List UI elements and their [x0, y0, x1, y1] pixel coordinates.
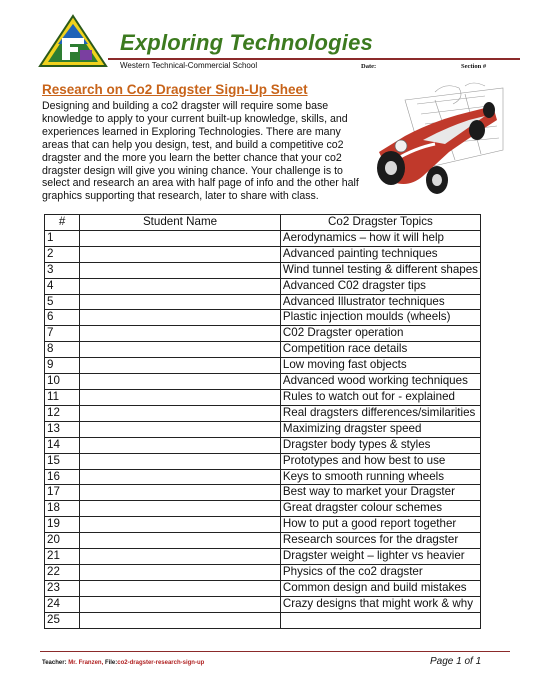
student-name-cell[interactable] — [80, 501, 281, 517]
student-name-cell[interactable] — [80, 342, 281, 358]
row-number: 24 — [45, 596, 80, 612]
student-name-cell[interactable] — [80, 596, 281, 612]
student-name-cell[interactable] — [80, 246, 281, 262]
topic-cell: Dragster weight – lighter vs heavier — [280, 549, 480, 565]
row-number: 15 — [45, 453, 80, 469]
table-row — [45, 612, 481, 628]
row-number: 8 — [45, 342, 80, 358]
file-label: File: — [104, 660, 118, 666]
column-header-number: # — [45, 215, 80, 231]
row-number: 23 — [45, 580, 80, 596]
teacher-name: Mr. Franzen, — [68, 660, 104, 666]
student-name-cell[interactable] — [80, 469, 281, 485]
row-number: 10 — [45, 374, 80, 390]
table-row — [45, 596, 481, 612]
topic-cell: Physics of the co2 dragster — [280, 564, 480, 580]
table-row — [45, 374, 481, 390]
student-name-cell[interactable] — [80, 310, 281, 326]
row-number: 14 — [45, 437, 80, 453]
student-name-cell[interactable] — [80, 374, 281, 390]
topic-cell: Dragster body types & styles — [280, 437, 480, 453]
topic-cell: Best way to market your Dragster — [280, 485, 480, 501]
row-number: 25 — [45, 612, 80, 628]
row-number: 7 — [45, 326, 80, 342]
exploring-technologies-logo-icon — [38, 14, 108, 68]
row-number: 16 — [45, 469, 80, 485]
row-number: 1 — [45, 230, 80, 246]
student-name-cell[interactable] — [80, 564, 281, 580]
table-row — [45, 262, 481, 278]
row-number: 21 — [45, 549, 80, 565]
topic-cell: Crazy designs that might work & why — [280, 596, 480, 612]
table-row — [45, 564, 481, 580]
topic-cell: Advanced painting techniques — [280, 246, 480, 262]
topic-cell: C02 Dragster operation — [280, 326, 480, 342]
topic-cell: How to put a good report together — [280, 517, 480, 533]
table-row — [45, 294, 481, 310]
table-row — [45, 326, 481, 342]
topic-cell: Plastic injection moulds (wheels) — [280, 310, 480, 326]
student-name-cell[interactable] — [80, 485, 281, 501]
table-row — [45, 389, 481, 405]
table-row — [45, 278, 481, 294]
table-row — [45, 501, 481, 517]
topic-cell: Advanced wood working techniques — [280, 374, 480, 390]
co2-dragster-car-illustration-icon — [365, 80, 505, 200]
student-name-cell[interactable] — [80, 230, 281, 246]
row-number: 4 — [45, 278, 80, 294]
row-number: 6 — [45, 310, 80, 326]
table-row — [45, 533, 481, 549]
table-row — [45, 549, 481, 565]
column-header-student-name: Student Name — [80, 215, 281, 231]
row-number: 2 — [45, 246, 80, 262]
row-number: 19 — [45, 517, 80, 533]
topic-cell: Prototypes and how best to use — [280, 453, 480, 469]
topic-cell: Maximizing dragster speed — [280, 421, 480, 437]
teacher-label: Teacher: — [42, 660, 67, 666]
student-name-cell[interactable] — [80, 405, 281, 421]
topic-cell: Rules to watch out for - explained — [280, 389, 480, 405]
table-row — [45, 342, 481, 358]
topic-cell: Competition race details — [280, 342, 480, 358]
student-name-cell[interactable] — [80, 278, 281, 294]
document-title: Research on Co2 Dragster Sign-Up Sheet — [42, 82, 308, 97]
student-name-cell[interactable] — [80, 294, 281, 310]
footer-rule — [40, 651, 510, 652]
student-name-cell[interactable] — [80, 549, 281, 565]
topic-cell: Keys to smooth running wheels — [280, 469, 480, 485]
footer-teacher-info — [42, 660, 204, 666]
row-number: 12 — [45, 405, 80, 421]
student-name-cell[interactable] — [80, 326, 281, 342]
date-label: Date: — [361, 63, 377, 70]
table-row — [45, 437, 481, 453]
table-row — [45, 230, 481, 246]
section-label: Section # — [461, 63, 487, 70]
row-number: 22 — [45, 564, 80, 580]
table-header-row — [45, 215, 481, 231]
row-number: 9 — [45, 358, 80, 374]
intro-paragraph: Designing and building a co2 dragster will require some base knowledge to apply to your current built-up knowledge, skills, and experiences learned in Exploring Technologies. There are many areas that can help you design, test, and build a competitive co2 dragster and the more you learn the better chance that your co2 dragster design will give you wining chance. Your challenge is to select and research an area with half page of info and the other half graphics supporting that research, later to share with class. — [42, 100, 359, 203]
table-row — [45, 453, 481, 469]
student-name-cell[interactable] — [80, 533, 281, 549]
table-row — [45, 485, 481, 501]
header-rule — [108, 58, 520, 60]
table-row — [45, 246, 481, 262]
student-name-cell[interactable] — [80, 453, 281, 469]
table-row — [45, 580, 481, 596]
table-row — [45, 310, 481, 326]
topic-cell: Common design and build mistakes — [280, 580, 480, 596]
topic-cell — [280, 612, 480, 628]
school-name: Western Technical-Commercial School — [120, 61, 258, 70]
student-name-cell[interactable] — [80, 612, 281, 628]
student-name-cell[interactable] — [80, 517, 281, 533]
table-row — [45, 517, 481, 533]
student-name-cell[interactable] — [80, 389, 281, 405]
student-name-cell[interactable] — [80, 358, 281, 374]
topic-cell: Research sources for the dragster — [280, 533, 480, 549]
brand-title: Exploring Technologies — [120, 30, 373, 55]
sign-up-table — [44, 214, 481, 629]
topic-cell: Advanced C02 dragster tips — [280, 278, 480, 294]
table-row — [45, 421, 481, 437]
student-name-cell[interactable] — [80, 580, 281, 596]
student-name-cell[interactable] — [80, 262, 281, 278]
row-number: 3 — [45, 262, 80, 278]
row-number: 18 — [45, 501, 80, 517]
student-name-cell[interactable] — [80, 437, 281, 453]
page-number: Page 1 of 1 — [430, 656, 482, 667]
row-number: 17 — [45, 485, 80, 501]
row-number: 13 — [45, 421, 80, 437]
table-row — [45, 469, 481, 485]
topic-cell: Great dragster colour schemes — [280, 501, 480, 517]
row-number: 11 — [45, 389, 80, 405]
topic-cell: Advanced Illustrator techniques — [280, 294, 480, 310]
topic-cell: Wind tunnel testing & different shapes — [280, 262, 480, 278]
topic-cell: Low moving fast objects — [280, 358, 480, 374]
file-name: co2-dragster-research-sign-up — [117, 660, 205, 666]
column-header-topics: Co2 Dragster Topics — [280, 215, 480, 231]
student-name-cell[interactable] — [80, 421, 281, 437]
topic-cell: Real dragsters differences/similarities — [280, 405, 480, 421]
topic-cell: Aerodynamics – how it will help — [280, 230, 480, 246]
table-row — [45, 405, 481, 421]
row-number: 20 — [45, 533, 80, 549]
table-row — [45, 358, 481, 374]
row-number: 5 — [45, 294, 80, 310]
